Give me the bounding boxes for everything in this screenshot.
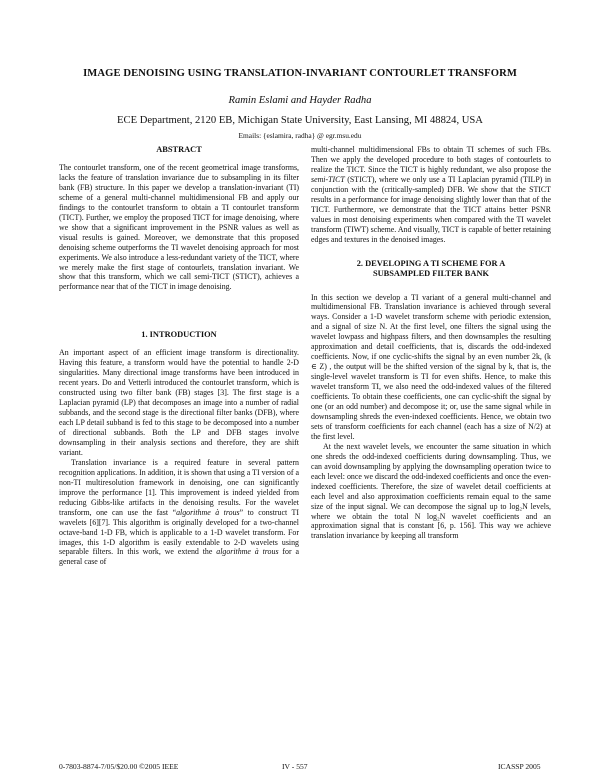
authors: Ramin Eslami and Hayder Radha: [228, 95, 372, 106]
intro-paragraph-1: An important aspect of an efficient image transform is directionality. Having this feature, a transform would have the potential to handle 2-D singularities. Many directional image transforms have been introduced in recent years. Do and Vetterli introduced the contourlet transform, which is constructed using two filter bank (FB) stages [3]. The first stage is a Laplacian pyramid (LP) that decomposes an image into a number of radial subbands, and the second stage is the directional filter banks (DFB), where each LP detail subband is fed to this stage to be decomposed into a number of directional subbands. Both the LP and DFB stages involve downsampling in their analysis sections and therefore, they are shift variant.: [59, 348, 299, 457]
intro-paragraph-2: Translation invariance is a required feature in several pattern recognition applications. In addition, it is shown that using a TI version of a non-TI multiresolution framework in denoising, one can significantly improve the performance [1]. This improvement is indeed yielded from reducing Gibbs-like artifacts in the denoising results. For the wavelet transform, one can use the fast “algorithme à trous” to construct TI wavelets [6][7]. This algorithm is originally developed for a two-channel octave-band 1-D FB, which is applicable to a 1-D wavelet transform. For images, this 1-D algorithm is easily extendable to 2-D wavelets using separable filters. In this work, we extend the algorithme à trous for a general case of: [59, 457, 299, 567]
emails: Emails: {eslamira, radha} @ egr.msu.edu: [238, 131, 362, 140]
intro-heading: 1. INTRODUCTION: [141, 330, 217, 340]
abstract-text: The contourlet transform, one of the recent geometrical image transforms, lacks the feature of translation invariance due to subsampling in its filter bank (FB) structure. In this paper we develop a translation-invariant (TI) scheme of a general multi-channel multidimensional FB and apply our findings to the contourlet transform to obtain a TI contourlet transform (TICT). Further, we employ the proposed TICT for image denoising, where we show that a significant improvement in the PSNR values as well as visual results is gained. Moreover, we demonstrate that this proposed denoising scheme outperforms the TI wavelet denoising approach for most experiments. We also introduce a less-redundant variety of the TICT, where we merely make the first stage of contourlets, translation invariant. We show that this transform, which we call semi-TICT (STICT), achieves a performance near that of the TICT in image denoising.: [59, 163, 299, 292]
section2-paragraph-1: In this section we develop a TI variant of a general multi-channel and multidimensional FB. Translation invariance is achieved through several ways. Consider a 1-D wavelet transform scheme with periodic extension, and a signal of size N. At the first level, one filters the signal using the wavelet lowpass and highpass filters, and then downsamples the resulting approximation and detail coefficients, that is, discards the odd-indexed coefficients. Now, if one cyclic-shifts the signal by an even number 2k, (k ∈ Z) , the output will be the shifted version of the signal by k, that is, the single-level wavelet transform is TI for even shifts. Hence, to make this wavelet transform TI, we also need the odd-indexed values of the filtered coefficients. To obtain these coefficients, one can cyclic-shift the signal by one (or an odd number) and decompose it; or, use the same signal while in downsampling shreds the even-indexed coefficients. Hence, we obtain two sets of transform coefficients for each channel (each has a size of N/2) at the first level.: [311, 292, 551, 441]
right-column: [311, 145, 551, 541]
section2-heading-line1: 2. DEVELOPING A TI SCHEME FOR A: [356, 258, 506, 268]
section2-heading-line2: SUBSAMPLED FILTER BANK: [372, 268, 490, 278]
abstract-heading: ABSTRACT: [156, 145, 202, 154]
footer-page-number: IV - 557: [282, 762, 308, 771]
left-column: [59, 145, 299, 567]
right-paragraph-1: multi-channel multidimensional FBs to obtain TI schemes of such FBs. Then we apply the developed procedure to both stages of contourlets to realize the TICT. Since the TICT is highly redundant, we also propose the semi-TICT (STICT), where we only use a TI Laplacian pyramid (TILP) in conjunction with the (critically-sampled) DFB. We show that the STICT results in a performance for image denoising slightly lower than that of the TICT. Furthermore, we demonstrate that the TICT attains better PSNR values in most denoising experiments when compared with the TI wavelet transform (TIWT) scheme. And visually, TICT is capable of better retaining edges and textures in the denoised images.: [311, 145, 551, 244]
section2-paragraph-2: At the next wavelet levels, we encounter the same situation in which one shreds the odd-indexed coefficients during downsampling. Thus, we can avoid downsampling by applying the downsampling operation twice to each level: once we discard the odd-indexed coefficients and once the even-indexed coefficients. Therefore, the size of wavelet detail coefficients at each level and also approximation coefficients remain equal to the same size of the input signal. We can decompose the signal up to log₂N levels, where we obtain the total N log₂N wavelet coefficients and an approximation signal that is constant [6, p. 156]. This way we achieve translation invariance by keeping all transform: [311, 441, 551, 541]
footer-isbn: 0-7803-8874-7/05/$20.00 ©2005 IEEE: [59, 762, 179, 771]
paper-title: IMAGE DENOISING USING TRANSLATION-INVARIANT CONTOURLET TRANSFORM: [83, 68, 517, 79]
footer-conference: ICASSP 2005: [498, 762, 541, 771]
affiliation: ECE Department, 2120 EB, Michigan State University, East Lansing, MI 48824, USA: [117, 115, 483, 126]
